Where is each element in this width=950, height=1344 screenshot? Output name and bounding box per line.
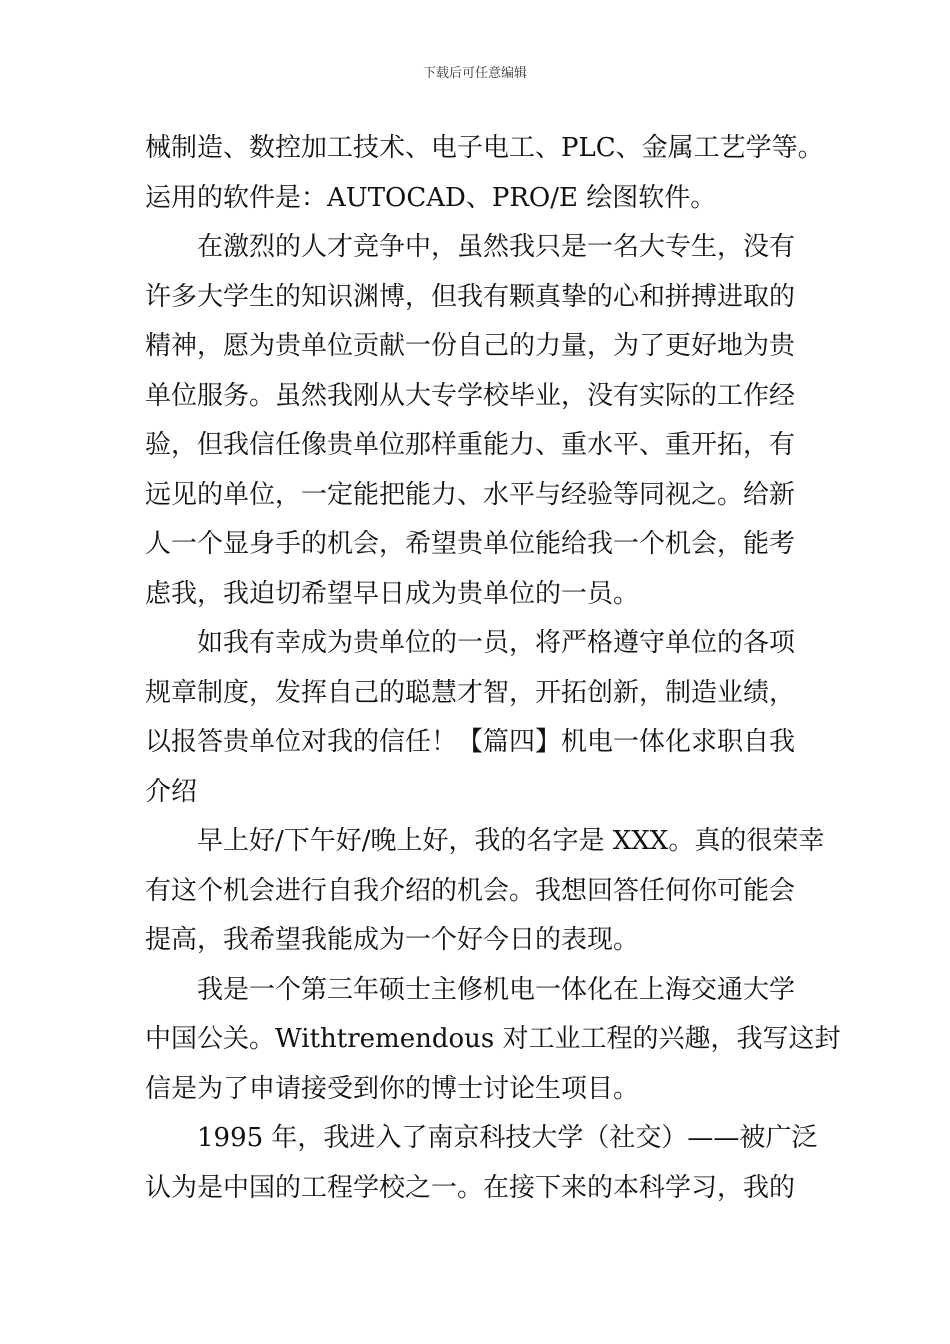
- text-line: 以报答贵单位对我的信任！【篇四】机电一体化求职自我: [145, 727, 796, 757]
- text-line: 许多大学生的知识渊博，但我有颗真挚的心和拼搏进取的: [145, 281, 796, 312]
- text-line: 械制造、数控加工技术、电子电工、PLC、金属工艺学等。: [145, 133, 824, 163]
- text-line: 认为是中国的工程学校之一。在接下来的本科学习，我的: [145, 1172, 796, 1203]
- text-line: 中国公关。Withtremendous 对工业工程的兴趣，我写这封: [145, 1024, 841, 1054]
- paragraph-start-line: 如我有幸成为贵单位的一员，将严格遵守单位的各项: [197, 628, 796, 658]
- paragraph-start-line: 早上好/下午好/晚上好，我的名字是 XXX。真的很荣幸: [197, 826, 825, 856]
- text-line: 信是为了申请接受到你的博士讨论生项目。: [145, 1073, 640, 1104]
- text-line: 有这个机会进行自我介绍的机会。我想回答任何你可能会: [145, 875, 796, 906]
- text-line: 介绍: [145, 776, 198, 807]
- paragraph-start-line: 我是一个第三年硕士主修机电一体化在上海交通大学: [197, 974, 796, 1005]
- document-body: [145, 124, 841, 1213]
- paragraph-start-line: 在激烈的人才竞争中，虽然我只是一名大专生，没有: [197, 232, 796, 262]
- text-line: 精神，愿为贵单位贡献一份自己的力量，为了更好地为贵: [145, 331, 796, 361]
- text-line: 人一个显身手的机会，希望贵单位能给我一个机会，能考: [145, 529, 796, 559]
- text-line: 规章制度，发挥自己的聪慧才智，开拓创新，制造业绩，: [145, 677, 796, 708]
- paragraph-start-line: 1995 年，我进入了南京科技大学（社交）——被广泛: [197, 1123, 818, 1153]
- page-header: 下载后可任意编辑: [422, 66, 527, 81]
- text-line: 运用的软件是：AUTOCAD、PRO/E 绘图软件。: [145, 182, 717, 213]
- text-line: 单位服务。虽然我刚从大专学校毕业，没有实际的工作经: [145, 380, 796, 411]
- text-line: 提高，我希望我能成为一个好今日的表现。: [145, 925, 640, 955]
- text-line: 远见的单位，一定能把能力、水平与经验等同视之。给新: [145, 479, 796, 510]
- text-line: 验，但我信任像贵单位那样重能力、重水平、重开拓，有: [145, 430, 796, 460]
- text-line: 虑我，我迫切希望早日成为贵单位的一员。: [145, 578, 640, 609]
